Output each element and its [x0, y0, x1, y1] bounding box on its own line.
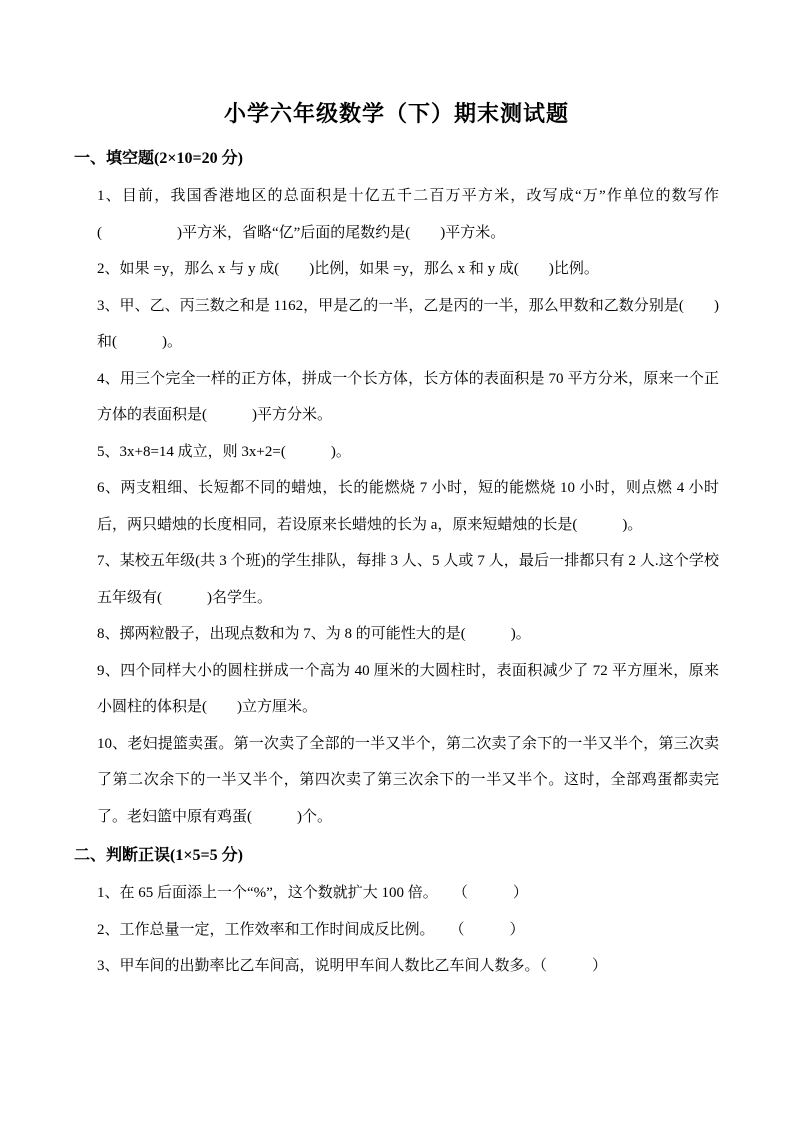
question-item: 2、如果 =y，那么 x 与 y 成( )比例，如果 =y，那么 x 和 y 成( )比例。 — [97, 261, 599, 277]
question-item: 5、3x+8=14 成立，则 3x+2=( )。 — [97, 443, 351, 460]
section-heading-true-false: 二、判断正误(1×5=5 分) — [74, 847, 243, 864]
question-item: 6、两支粗细、长短都不同的蜡烛，长的能燃烧 7 小时，短的能燃烧 10 小时，则点燃 4 小时后，两只蜡烛的长度相同，若设原来长蜡烛的长为 a，原来短蜡烛的长是( )。 — [97, 480, 719, 533]
question-item: 9、四个同样大小的圆柱拼成一个高为 40 厘米的大圆柱时，表面积减少了 72 平方厘米，原来小圆柱的体积是( )立方厘米。 — [97, 662, 719, 715]
question-item: 1、目前，我国香港地区的总面积是十亿五千二百万平方米，改写成“万”作单位的数写作( )平方米，省略“亿”后面的尾数约是( )平方米。 — [97, 188, 719, 241]
question-item: 7、某校五年级(共 3 个班)的学生排队，每排 3 人、5 人或 7 人，最后一排都只有 2 人.这个学校五年级有( )名学生。 — [97, 553, 719, 606]
question-item: 3、甲车间的出勤率比乙车间高，说明甲车间人数比乙车间人数多。（ ） — [97, 958, 608, 974]
question-item: 10、老妇提篮卖蛋。第一次卖了全部的一半又半个，第二次卖了余下的一半又半个，第三次卖了第二次余下的一半又半个，第四次卖了第三次余下的一半又半个。这时，全部鸡蛋都卖完了。老妇篮中原有鸡蛋( )个。 — [97, 735, 719, 825]
question-item: 1、在 65 后面添上一个“%”，这个数就扩大 100 倍。 （ ） — [97, 885, 528, 901]
section-true-false — [74, 843, 719, 985]
question-item: 3、甲、乙、丙三数之和是 1162，甲是乙的一半，乙是丙的一半，那么甲数和乙数分别是( )和( )。 — [97, 297, 719, 350]
question-item: 8、掷两粒骰子，出现点数和为 7、为 8 的可能性大的是( )。 — [97, 626, 531, 642]
true-false-questions — [74, 875, 719, 985]
question-item: 4、用三个完全一样的正方体，拼成一个长方体，长方体的表面积是 70 平方分米，原来一个正方体的表面积是( )平方分米。 — [97, 370, 719, 423]
section-fill-in-blanks — [74, 146, 719, 835]
document-title: 小学六年级数学（下）期末测试题 — [223, 101, 569, 126]
question-item: 2、工作总量一定，工作效率和工作时间成反比例。 （ ） — [97, 921, 525, 938]
section-heading-fill-in-blanks: 一、填空题(2×10=20 分) — [74, 150, 243, 167]
fill-in-blank-questions — [74, 178, 719, 835]
